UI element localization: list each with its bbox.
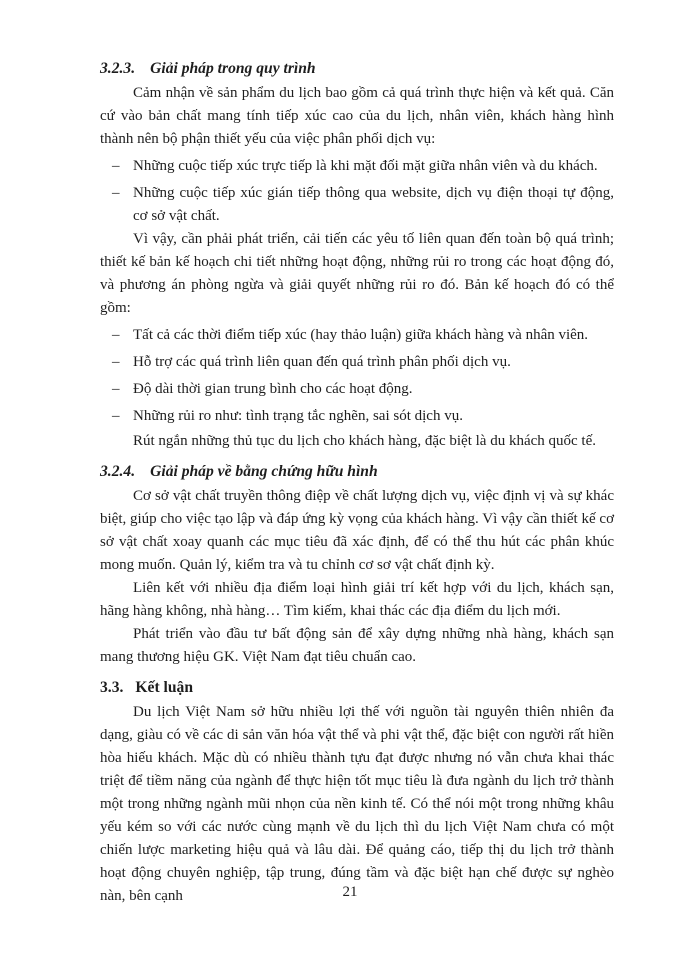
list-item — [112, 405, 614, 428]
list-item — [112, 155, 614, 178]
dash-marker: – — [112, 185, 120, 201]
section-title: Giải pháp trong quy trình — [150, 60, 316, 77]
paragraph-physical-evidence: Cơ sở vật chất truyền thông điệp về chất lượng dịch vụ, việc định vị và sự khác biệt, giúp cho việc tạo lập và đáp ứng kỳ vọng của khách hàng. Vì vậy cần thiết kế cơ sở vật chất xoay quanh các mục tiêu đã xác định, để có thể thu hút các phân khúc mong muốn. Quản lý, kiểm tra và tu chỉnh cơ sơ vật chất định kỳ. — [100, 488, 614, 573]
paragraph-conclusion: Du lịch Việt Nam sở hữu nhiều lợi thế với nguồn tài nguyên thiên nhiên đa dạng, giàu có về các di sản văn hóa vật thể và phi vật thể, đặc biệt con người rất hiền hòa hiếu khách. Mặc dù có nhiều thành tựu đạt được nhưng nó vẫn chưa khai thác triệt để tiềm năng của ngành để thực hiện tốt mục tiêu là đưa ngành du lịch trở thành một trong những ngành mũi nhọn của nền kinh tế. Có thể nói một trong những khâu yếu kém so với các nước cùng mạnh về du lịch thì du lịch Việt Nam chưa có một chiến lược marketing hiệu quả và lâu dài. Để quảng cáo, tiếp thị du lịch trở thành hoạt động chuyên nghiệp, tập trung, đúng tầm và đặc biệt hạn chế được sự nghèo nàn, bên cạnh — [100, 704, 614, 904]
dash-marker: – — [112, 354, 120, 370]
list-item-text: Hỗ trợ các quá trình liên quan đến quá trình phân phối dịch vụ. — [133, 354, 511, 370]
dash-marker: – — [112, 327, 120, 343]
bullet-list-contact-types — [100, 155, 614, 228]
list-item — [112, 378, 614, 401]
section-title: Giải pháp về bằng chứng hữu hình — [150, 463, 378, 480]
bullet-list-plan-items — [100, 324, 614, 428]
dash-marker: – — [112, 408, 120, 424]
section-heading-3-2-3 — [100, 57, 614, 80]
paragraph-shorten-procedures: Rút ngắn những thủ tục du lịch cho khách hàng, đặc biệt là du khách quốc tế. — [133, 433, 597, 449]
section-number: 3.3. — [100, 679, 124, 696]
list-item-text: Độ dài thời gian trung bình cho các hoạt động. — [133, 381, 413, 397]
paragraph-real-estate: Phát triển vào đầu tư bất động sản để xây dựng những nhà hàng, khách sạn mang thương hiệu GK. Việt Nam đạt tiêu chuẩn cao. — [100, 626, 614, 665]
section-heading-3-2-4 — [100, 460, 614, 483]
paragraph-plan: Vì vậy, cần phải phát triển, cải tiến các yêu tố liên quan đến toàn bộ quá trình; thiết kế bản kế hoạch chi tiết những hoạt động, những rủi ro trong các hoạt động đó, và phương án phòng ngừa và giải quyết những rủi ro đó. Bản kế hoạch đó có thể gồm: — [100, 231, 614, 316]
list-item-text: Những cuộc tiếp xúc gián tiếp thông qua website, dịch vụ điện thoại tự động, cơ sở vật chất. — [133, 185, 614, 224]
paragraph-perception: Cảm nhận về sản phẩm du lịch bao gồm cả quá trình thực hiện và kết quả. Căn cứ vào bản chất mang tính tiếp xúc cao của du lịch, nhân viên, khách hàng hình thành nên bộ phận thiết yếu của việc phân phối dịch vụ: — [100, 85, 614, 147]
list-item-text: Những cuộc tiếp xúc trực tiếp là khi mặt đối mặt giữa nhân viên và du khách. — [133, 158, 598, 174]
section-title: Kết luận — [135, 679, 194, 696]
dash-marker: – — [112, 381, 120, 397]
list-item-text: Những rủi ro như: tình trạng tắc nghẽn, sai sót dịch vụ. — [133, 408, 463, 424]
document-content — [100, 50, 614, 908]
list-item — [112, 182, 614, 228]
list-item-text: Tất cả các thời điểm tiếp xúc (hay thảo luận) giữa khách hàng và nhân viên. — [133, 327, 589, 343]
paragraph-partnerships: Liên kết với nhiều địa điểm loại hình giải trí kết hợp với du lịch, khách sạn, hãng hàng không, nhà hàng… Tìm kiếm, khai thác các địa điểm du lịch mới. — [100, 580, 614, 619]
section-heading-3-3 — [100, 676, 614, 699]
section-number: 3.2.3. — [100, 60, 136, 77]
list-item — [112, 324, 614, 347]
list-item — [112, 351, 614, 374]
section-number: 3.2.4. — [100, 463, 136, 480]
dash-marker: – — [112, 158, 120, 174]
page-number: 21 — [342, 884, 358, 900]
